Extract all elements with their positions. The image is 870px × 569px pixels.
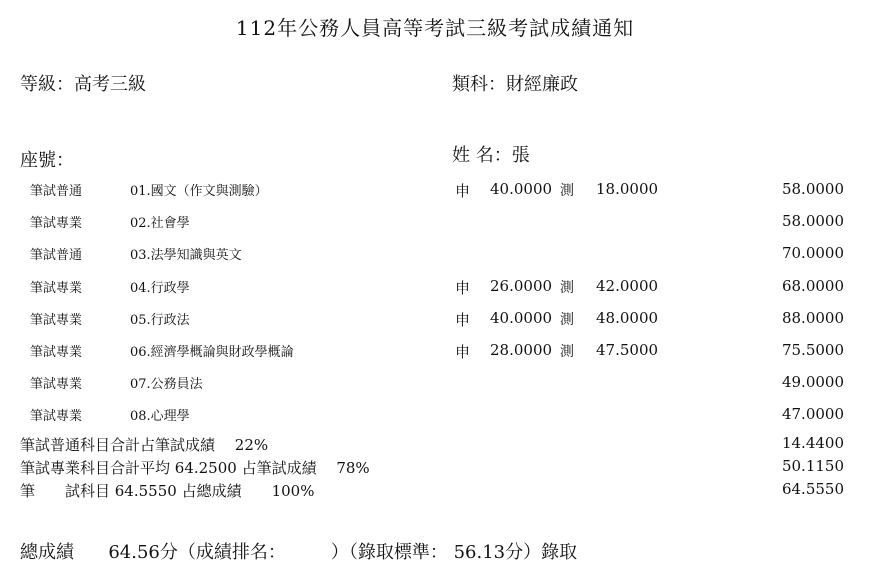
- summary-row: [0, 480, 870, 502]
- essay-score: 40.0000: [490, 180, 553, 198]
- subject-type: 筆試普通: [30, 184, 83, 199]
- summary-score: 14.4400: [781, 434, 844, 452]
- summary-row: [0, 434, 870, 456]
- subject-type: 筆試普通: [30, 248, 83, 263]
- subject-name: 03.法學知識與英文: [130, 248, 242, 263]
- subject-name: 05.行政法: [130, 313, 190, 328]
- essay-mark: 申: [455, 343, 471, 361]
- exam-category: 類科：財經廉政: [452, 74, 578, 95]
- essay-mark: 申: [455, 311, 471, 329]
- test-score: 48.0000: [596, 309, 659, 327]
- total-score-value: 64.56分（成績排名： ）（錄取標準： 56.13分）錄取: [108, 542, 578, 563]
- subject-type: 筆試專業: [30, 409, 83, 424]
- essay-mark: 申: [455, 182, 471, 200]
- subject-score: 68.0000: [781, 277, 844, 295]
- test-score: 42.0000: [596, 277, 659, 295]
- test-mark: 測: [560, 344, 574, 360]
- test-mark: 測: [560, 280, 574, 296]
- subject-type: 筆試專業: [30, 345, 83, 360]
- essay-score: 28.0000: [490, 341, 553, 359]
- subject-type: 筆試專業: [30, 313, 83, 328]
- test-mark: 測: [560, 183, 574, 199]
- subject-score: 70.0000: [781, 244, 844, 262]
- subject-name: 07.公務員法: [130, 377, 203, 392]
- summary-label: 筆試普通科目合計占筆試成績 22%: [20, 436, 269, 454]
- exam-level: 等級：高考三級: [20, 74, 146, 95]
- test-score: 47.5000: [596, 341, 659, 359]
- subject-score: 47.0000: [781, 405, 844, 423]
- subject-row: [0, 180, 870, 202]
- summary-score: 50.1150: [781, 457, 844, 475]
- essay-score: 40.0000: [490, 309, 553, 327]
- subject-row: [0, 212, 870, 234]
- summary-label: 筆試專業科目合計平均 64.2500 占筆試成績 78%: [20, 459, 370, 477]
- essay-mark: 申: [455, 279, 471, 297]
- subject-score: 58.0000: [781, 212, 844, 230]
- subject-row: [0, 341, 870, 363]
- test-score: 18.0000: [596, 180, 659, 198]
- document-title: 112年公務人員高等考試三級考試成績通知: [235, 16, 635, 40]
- subject-row: [0, 244, 870, 266]
- subject-name: 06.經濟學概論與財政學概論: [130, 345, 294, 360]
- subject-type: 筆試專業: [30, 281, 83, 296]
- subject-row: [0, 373, 870, 395]
- subject-score: 49.0000: [781, 373, 844, 391]
- seat-number: 座號：: [20, 150, 74, 171]
- total-score-line: [20, 538, 577, 564]
- candidate-name: 姓 名：張: [452, 145, 530, 166]
- subject-type: 筆試專業: [30, 377, 83, 392]
- summary-label: 筆 試科目 64.5550 占總成績 100%: [20, 482, 315, 500]
- essay-score: 26.0000: [490, 277, 553, 295]
- subject-name: 01.國文（作文與測驗）: [130, 184, 268, 199]
- subject-name: 02.社會學: [130, 216, 190, 231]
- subject-score: 58.0000: [781, 180, 844, 198]
- subject-type: 筆試專業: [30, 216, 83, 231]
- subject-score: 88.0000: [781, 309, 844, 327]
- summary-row: [0, 457, 870, 479]
- subject-row: [0, 277, 870, 299]
- subject-row: [0, 405, 870, 427]
- test-mark: 測: [560, 312, 574, 328]
- total-score-label: 總成績: [20, 542, 74, 563]
- summary-score: 64.5550: [781, 480, 844, 498]
- subject-name: 08.心理學: [130, 409, 190, 424]
- subject-row: [0, 309, 870, 331]
- subject-name: 04.行政學: [130, 281, 190, 296]
- subject-score: 75.5000: [781, 341, 844, 359]
